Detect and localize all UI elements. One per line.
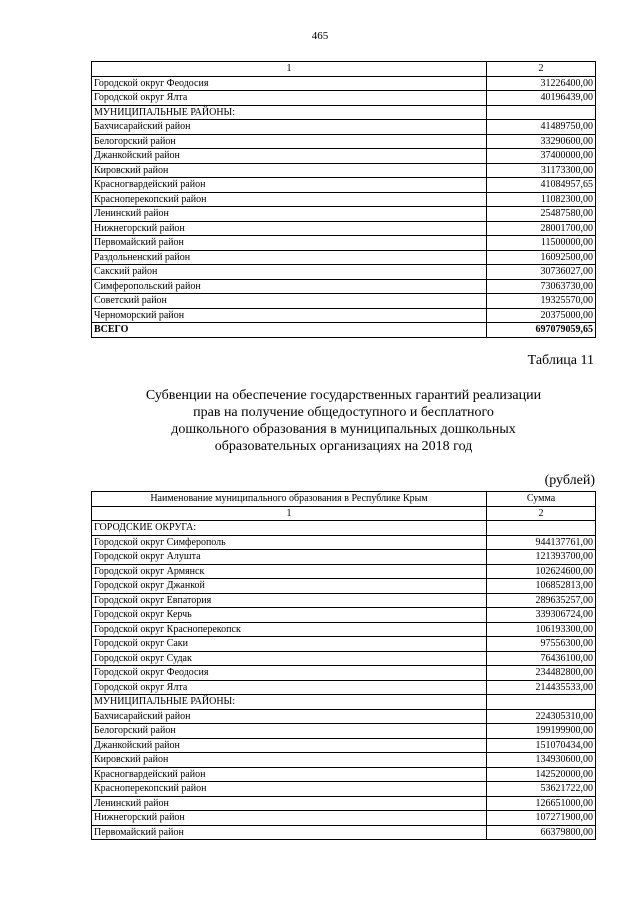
table-row xyxy=(92,149,596,164)
row-value xyxy=(487,695,596,710)
row-value: 944137761,00 xyxy=(487,535,596,550)
row-value: 20375000,00 xyxy=(487,308,596,323)
table-row xyxy=(92,709,596,724)
table-row xyxy=(92,308,596,323)
table-row xyxy=(92,550,596,565)
table-row xyxy=(92,105,596,120)
table-row xyxy=(92,207,596,222)
title-line: Субвенции на обеспечение государственных гарантий реализации xyxy=(145,388,542,403)
row-name: Джанкойский район xyxy=(92,738,487,753)
row-value: 126651000,00 xyxy=(487,796,596,811)
table-row xyxy=(92,738,596,753)
row-value: 97556300,00 xyxy=(487,637,596,652)
row-name: Городской округ Керчь xyxy=(92,608,487,623)
table-row xyxy=(92,91,596,106)
row-name: Бахчисарайский район xyxy=(92,120,487,135)
title-line: прав на получение общедоступного и бесплатного xyxy=(193,405,494,420)
row-value: 25487580,00 xyxy=(487,207,596,222)
table-row xyxy=(92,724,596,739)
table-row xyxy=(92,521,596,536)
row-name: Кировский район xyxy=(92,753,487,768)
row-value: 214435533,00 xyxy=(487,680,596,695)
row-name: Белогорский район xyxy=(92,724,487,739)
page-number: 465 xyxy=(311,30,329,42)
table-row xyxy=(92,622,596,637)
row-value xyxy=(487,105,596,120)
row-name: Раздольненский район xyxy=(92,250,487,265)
row-name: Городской округ Евпатория xyxy=(92,593,487,608)
row-name: Городской округ Феодосия xyxy=(92,76,487,91)
row-name: Городской округ Джанкой xyxy=(92,579,487,594)
table-index-row xyxy=(92,62,596,77)
row-value: 339306724,00 xyxy=(487,608,596,623)
row-name: Белогорский район xyxy=(92,134,487,149)
row-value: 697079059,65 xyxy=(487,323,596,338)
title-line: образовательных организациях на 2018 год xyxy=(214,439,473,454)
row-name: Городской округ Ялта xyxy=(92,91,487,106)
table-row xyxy=(92,796,596,811)
row-name: Красногвардейский район xyxy=(92,767,487,782)
row-value: 66379800,00 xyxy=(487,825,596,840)
table-row xyxy=(92,250,596,265)
row-name: Сакский район xyxy=(92,265,487,280)
row-value: 151070434,00 xyxy=(487,738,596,753)
row-name: МУНИЦИПАЛЬНЫЕ РАЙОНЫ: xyxy=(92,105,487,120)
row-name: Бахчисарайский район xyxy=(92,709,487,724)
row-value: 30736027,00 xyxy=(487,265,596,280)
row-name: Джанкойский район xyxy=(92,149,487,164)
row-value: 53621722,00 xyxy=(487,782,596,797)
table-row xyxy=(92,564,596,579)
row-name: Красноперекопский район xyxy=(92,782,487,797)
row-name: Городской округ Армянск xyxy=(92,564,487,579)
regions-total-table xyxy=(91,61,596,338)
table-row xyxy=(92,192,596,207)
row-value: 28001700,00 xyxy=(487,221,596,236)
row-name: Ленинский район xyxy=(92,207,487,222)
table-row xyxy=(92,767,596,782)
row-name: МУНИЦИПАЛЬНЫЕ РАЙОНЫ: xyxy=(92,695,487,710)
row-name: Симферопольский район xyxy=(92,279,487,294)
row-name: Кировский район xyxy=(92,163,487,178)
row-value: 11082300,00 xyxy=(487,192,596,207)
table-row xyxy=(92,695,596,710)
header-sum: Сумма xyxy=(487,492,596,507)
table-row xyxy=(92,134,596,149)
table-row xyxy=(92,294,596,309)
table-row xyxy=(92,637,596,652)
table-row xyxy=(92,782,596,797)
row-name: Городской округ Симферополь xyxy=(92,535,487,550)
col-index-1: 1 xyxy=(92,62,487,77)
row-value: 224305310,00 xyxy=(487,709,596,724)
table-row xyxy=(92,593,596,608)
table-row xyxy=(92,753,596,768)
row-value: 106852813,00 xyxy=(487,579,596,594)
table-row xyxy=(92,651,596,666)
table-row xyxy=(92,163,596,178)
col-index-1: 1 xyxy=(92,506,487,521)
table-index-row xyxy=(92,506,596,521)
row-name: Черноморский район xyxy=(92,308,487,323)
table-row xyxy=(92,265,596,280)
row-name: Нижнегорский район xyxy=(92,221,487,236)
row-name: Городской округ Алушта xyxy=(92,550,487,565)
row-name: Красногвардейский район xyxy=(92,178,487,193)
row-value: 11500000,00 xyxy=(487,236,596,251)
table-number: Таблица 11 xyxy=(527,353,594,368)
row-name: ГОРОДСКИЕ ОКРУГА: xyxy=(92,521,487,536)
row-value: 41489750,00 xyxy=(487,120,596,135)
row-name: Первомайский район xyxy=(92,825,487,840)
row-name: Советский район xyxy=(92,294,487,309)
subventions-table xyxy=(91,491,596,840)
row-name: Городской округ Саки xyxy=(92,637,487,652)
table-row xyxy=(92,579,596,594)
row-value: 121393700,00 xyxy=(487,550,596,565)
row-value: 73063730,00 xyxy=(487,279,596,294)
table-row xyxy=(92,666,596,681)
row-value: 19325570,00 xyxy=(487,294,596,309)
table-header-row xyxy=(92,492,596,507)
row-name: Первомайский район xyxy=(92,236,487,251)
table-row xyxy=(92,178,596,193)
row-value: 31226400,00 xyxy=(487,76,596,91)
row-name: Городской округ Ялта xyxy=(92,680,487,695)
row-value: 41084957,65 xyxy=(487,178,596,193)
row-name: Городской округ Феодосия xyxy=(92,666,487,681)
row-name: Красноперекопский район xyxy=(92,192,487,207)
table-row xyxy=(92,825,596,840)
table-row xyxy=(92,120,596,135)
col-index-2: 2 xyxy=(487,62,596,77)
row-name: Городской округ Красноперекопск xyxy=(92,622,487,637)
table-row xyxy=(92,811,596,826)
table-row xyxy=(92,221,596,236)
table-row xyxy=(92,236,596,251)
table-row xyxy=(92,279,596,294)
row-value: 142520000,00 xyxy=(487,767,596,782)
col-index-2: 2 xyxy=(487,506,596,521)
row-value: 199199900,00 xyxy=(487,724,596,739)
row-name: Нижнегорский район xyxy=(92,811,487,826)
row-value: 134930600,00 xyxy=(487,753,596,768)
table-row xyxy=(92,680,596,695)
row-name: Ленинский район xyxy=(92,796,487,811)
table-row xyxy=(92,535,596,550)
table-row xyxy=(92,608,596,623)
header-name: Наименование муниципального образования в Республике Крым xyxy=(92,492,487,507)
row-value: 76436100,00 xyxy=(487,651,596,666)
row-value: 16092500,00 xyxy=(487,250,596,265)
row-value: 31173300,00 xyxy=(487,163,596,178)
row-value: 234482800,00 xyxy=(487,666,596,681)
title-line: дошкольного образования в муниципальных дошкольных xyxy=(171,422,516,437)
row-value xyxy=(487,521,596,536)
table-row xyxy=(92,76,596,91)
row-value: 40196439,00 xyxy=(487,91,596,106)
row-name: Городской округ Судак xyxy=(92,651,487,666)
table-row xyxy=(92,323,596,338)
row-value: 106193300,00 xyxy=(487,622,596,637)
row-value: 102624600,00 xyxy=(487,564,596,579)
row-value: 289635257,00 xyxy=(487,593,596,608)
row-name: ВСЕГО xyxy=(92,323,487,338)
units-label: (рублей) xyxy=(544,473,595,488)
table-title xyxy=(91,387,596,455)
row-value: 107271900,00 xyxy=(487,811,596,826)
row-value: 37400000,00 xyxy=(487,149,596,164)
row-value: 33290600,00 xyxy=(487,134,596,149)
